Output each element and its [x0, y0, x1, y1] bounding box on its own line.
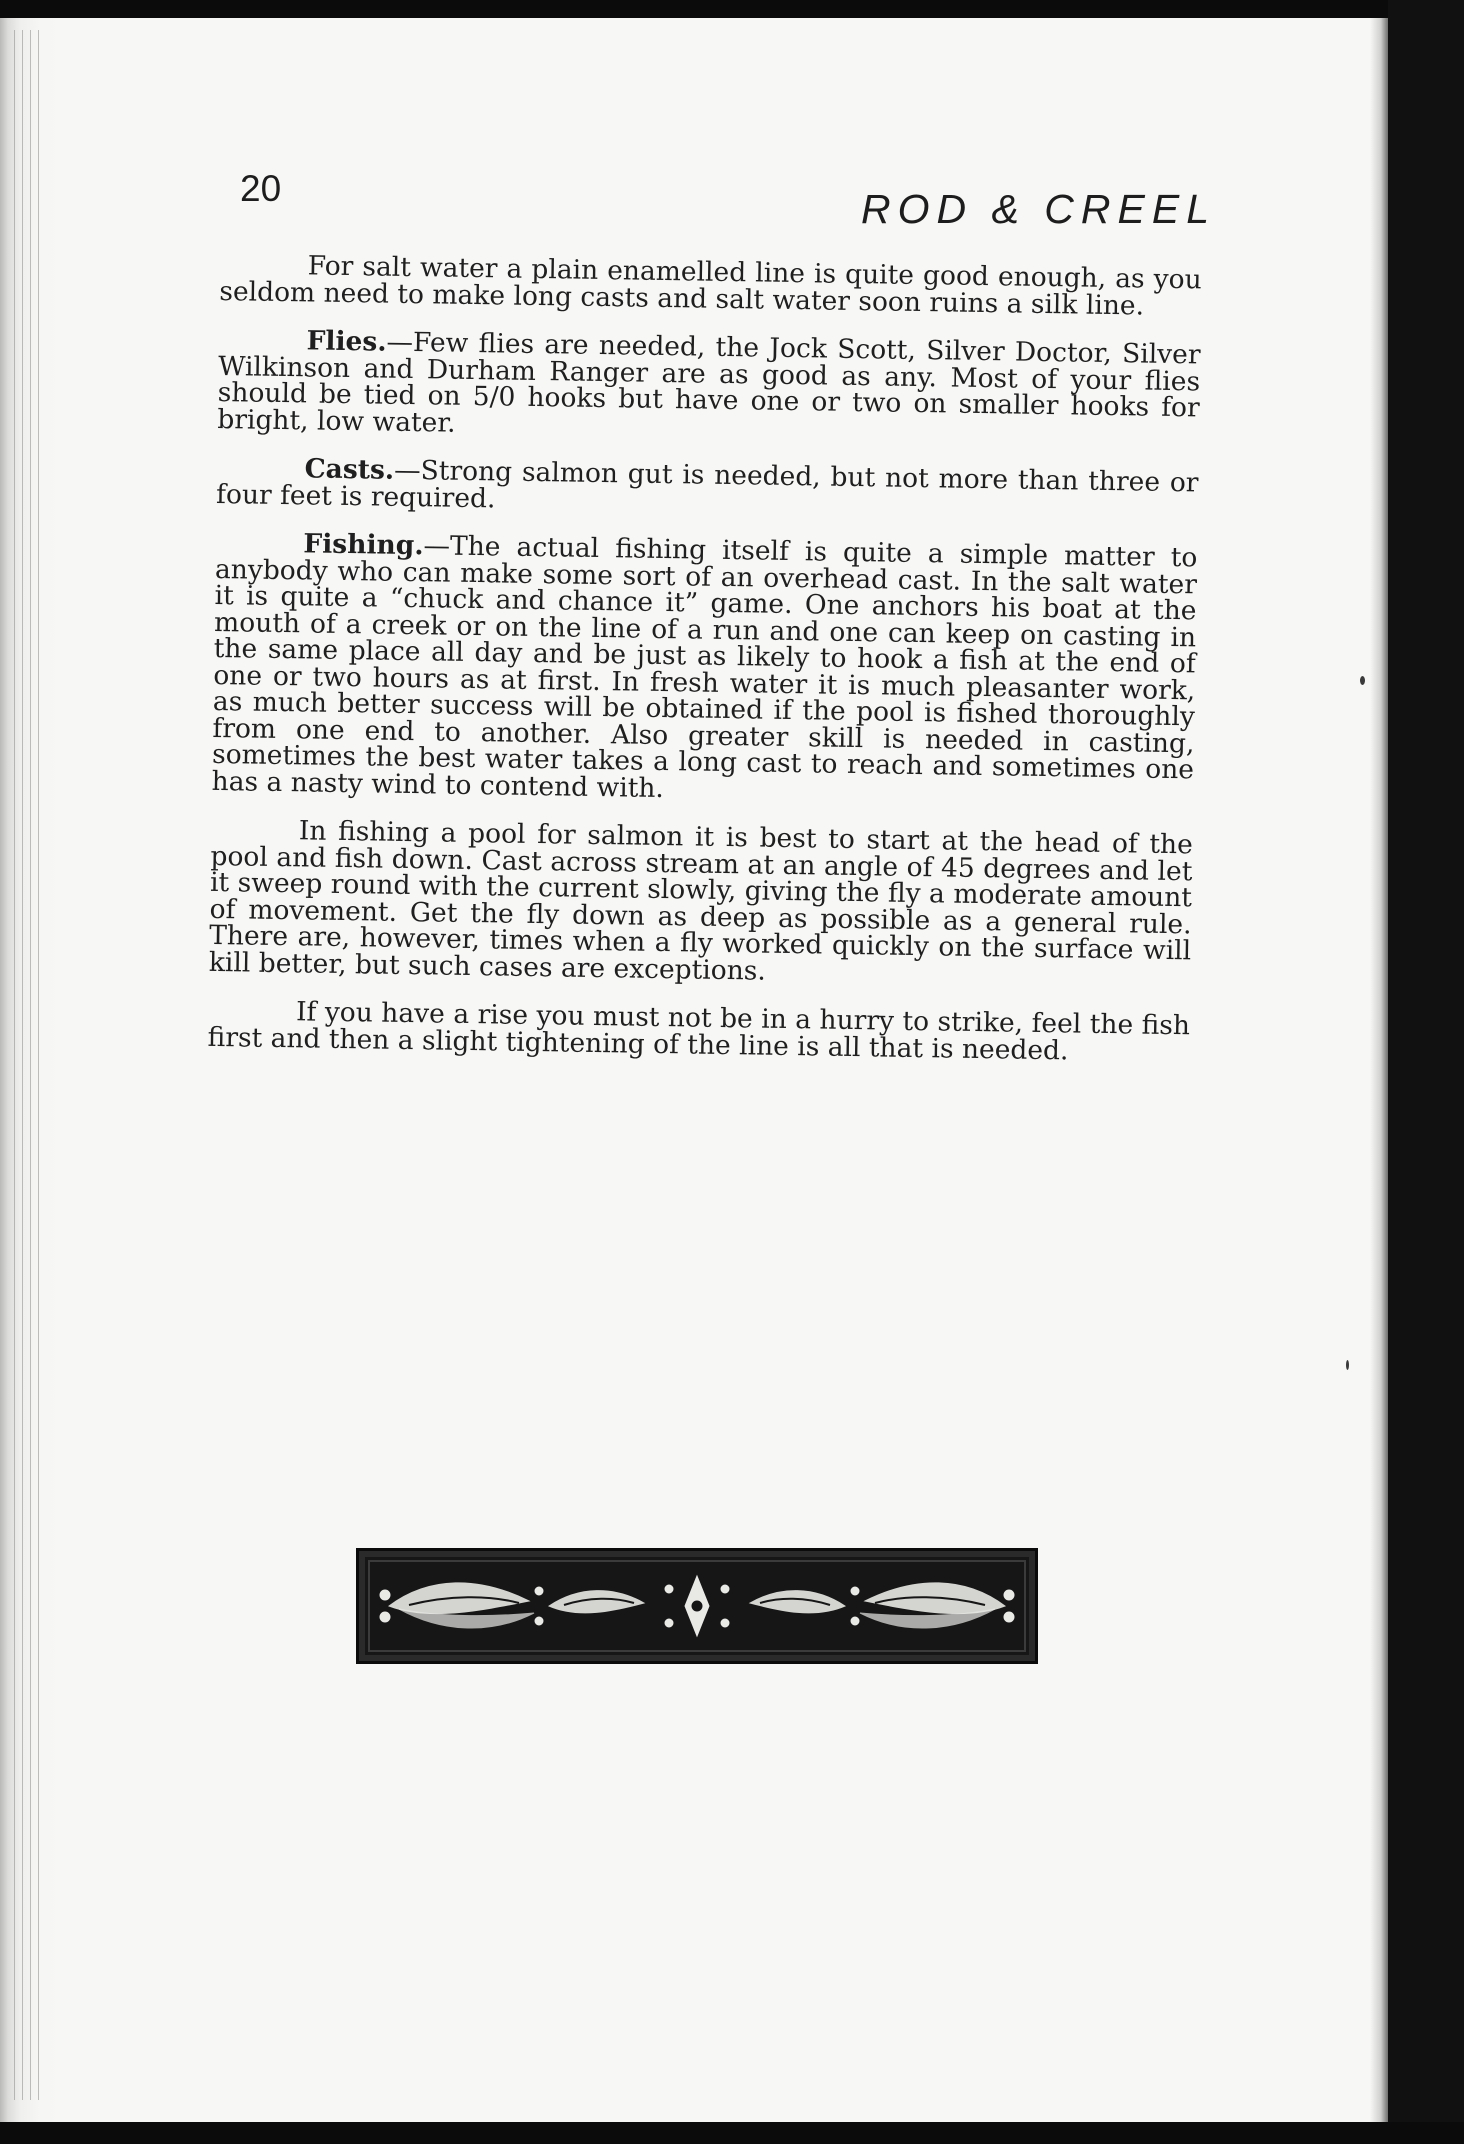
paragraph-casts	[216, 455, 1199, 523]
paragraph	[209, 817, 1193, 991]
page-edge-line	[14, 30, 15, 2100]
scan-speck	[1360, 676, 1365, 685]
paragraph	[219, 252, 1202, 320]
page-gutter-shadow	[0, 18, 62, 2122]
running-title: ROD & CREEL	[861, 186, 1216, 232]
scan-top-border	[0, 0, 1464, 18]
paragraph-lead: Fishing.	[303, 528, 424, 562]
paragraph-text: —Strong salmon gut is needed, but not more than three or four feet is required.	[215, 454, 1199, 514]
page-edge-line	[22, 30, 23, 2100]
page-edge-line	[30, 30, 31, 2100]
scan-bottom-border	[0, 2122, 1464, 2144]
scan-speck	[1346, 1360, 1349, 1370]
paragraph-lead: Flies.	[306, 325, 387, 358]
paragraph-lead: Casts.	[304, 453, 395, 486]
paragraph-text: —The actual fishing itself is quite a simple matter to anybody who can make some sort of an overhead cast. In the salt water it is quite a “chuck and chance it” game. One anchors his boat at the mouth of a creek or on the line of a run and one can keep on casting in the same place all day and be just as likely to hook a fish at the end of one or two hours as at first. In fresh water it is much pleasanter work, as much better success will be obtained if the pool is fished thoroughly from one end to another. Also greater skill is needed in casting, sometimes the best water takes a long cast to reach and sometimes one has a nasty wind to contend with.	[211, 530, 1198, 804]
paragraph-text: In fishing a pool for salmon it is best to start at the head of the pool and fish down. Cast across stream at an angle of 45 degrees and let it sweep round with the current slowly, giving the fly a moderate amount of movement. Get the fly down as deep as possible as a general rule. There are, however, times when a fly worked quickly on the surface will kill better, but such cases are exceptions.	[208, 815, 1194, 987]
page-number: 20	[240, 168, 282, 209]
ornament-graphic	[359, 1551, 1035, 1661]
page-edge-line	[38, 30, 39, 2100]
paragraph-text: If you have a rise you must not be in a hurry to strike, feel the fish first and then a slight tightening of the line is all that is needed.	[207, 996, 1191, 1066]
floral-ornament-icon	[356, 1548, 1038, 1664]
paragraph-flies	[217, 327, 1201, 448]
scan-right-border	[1388, 0, 1464, 2144]
page-right-edge	[1370, 18, 1388, 2122]
paragraph	[207, 998, 1190, 1066]
paragraph-text: For salt water a plain enamelled line is quite good enough, as you seldom need to make long casts and salt water soon ruins a silk line.	[219, 250, 1202, 322]
paragraph-fishing	[211, 530, 1197, 810]
paragraph-text: —Few flies are needed, the Jock Scott, Silver Doctor, Silver Wilkinson and Durham Ranger are as good as any. Most of your flies should be tied on 5/0 hooks but have one or two on smaller hooks for bright, low water.	[217, 326, 1201, 439]
body-text	[207, 252, 1202, 1088]
